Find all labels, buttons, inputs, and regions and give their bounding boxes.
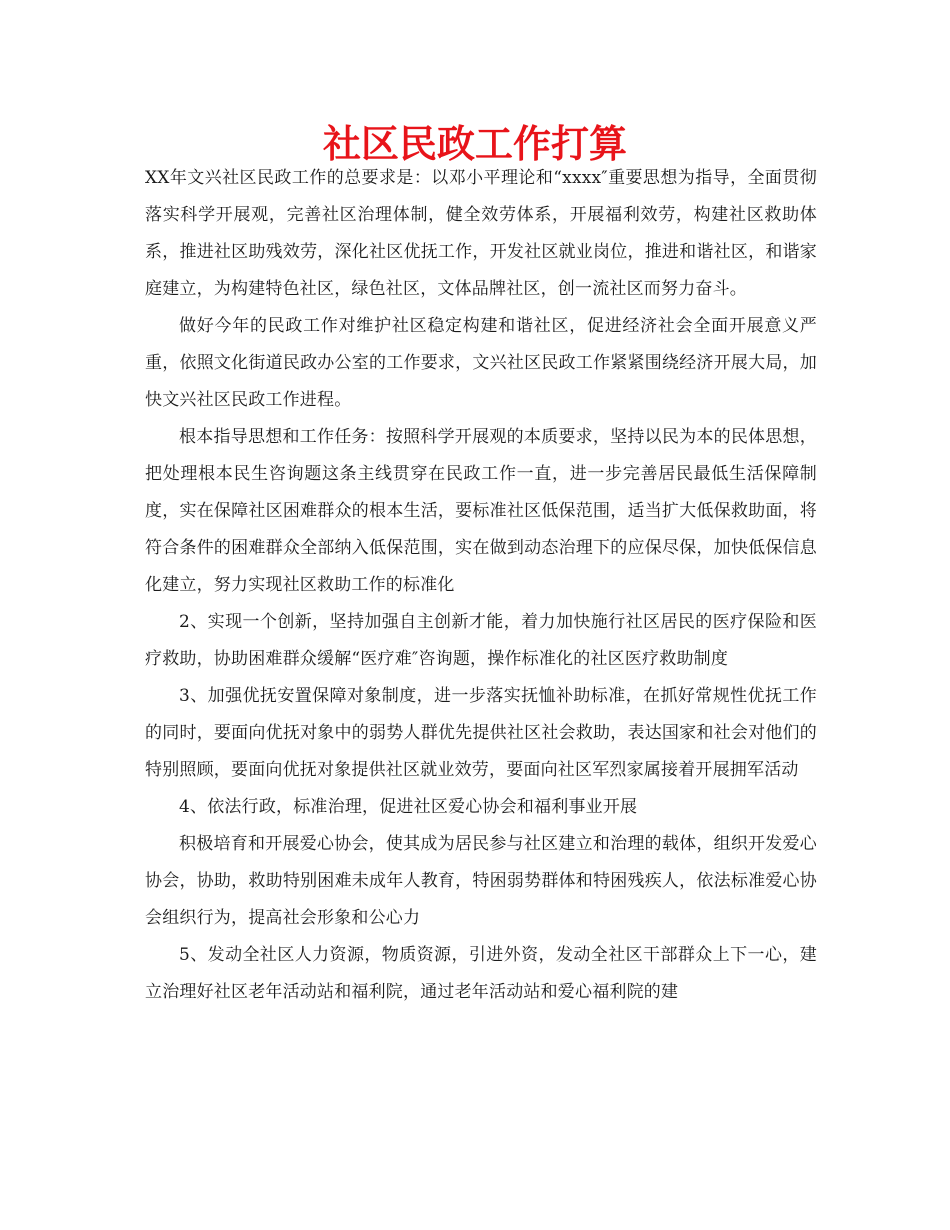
document-title: 社区民政工作打算 xyxy=(322,122,627,166)
paragraph-item-5: 5、发动全社区人力资源，物质资源，引进外资，发动全社区干部群众上下一心，建立治理好社区老年活动站和福利院，通过老年活动站和爱心福利院的建 xyxy=(145,945,817,1002)
document-body xyxy=(145,160,817,1011)
paragraph-item-2: 2、实现一个创新，坚持加强自主创新才能，着力加快施行社区居民的医疗保险和医疗救助，协助困难群众缓解“医疗难″咨询题，操作标准化的社区医疗救助制度 xyxy=(145,612,817,669)
paragraph-item-4: 4、依法行政，标准治理，促进社区爱心协会和福利事业开展 xyxy=(179,797,638,817)
paragraph-guiding-principles: 根本指导思想和工作任务：按照科学开展观的本质要求，坚持以民为本的民体思想，把处理根本民生咨询题这条主线贯穿在民政工作一直，进一步完善居民最低生活保障制度，实在保障社区困难群众的根本生活，要标准社区低保范围，适当扩大低保救助面，将符合条件的困难群众全部纳入低保范围，实在做到动态治理下的应保尽保，加快低保信息化建立，努力实现社区救助工作的标准化 xyxy=(145,427,817,595)
paragraph-overview: XX年文兴社区民政工作的总要求是：以邓小平理论和“xxxx″重要思想为指导，全面贯彻落实科学开展观，完善社区治理体制，健全效劳体系，开展福利效劳，构建社区救助体系，推进社区助残效劳，深化社区优抚工作，开发社区就业岗位，推进和谐社区，和谐家庭建立，为构建特色社区，绿色社区，文体品牌社区，创一流社区而努力奋斗。 xyxy=(145,168,817,299)
paragraph-significance: 做好今年的民政工作对维护社区稳定构建和谐社区，促进经济社会全面开展意义严重，依照文化街道民政办公室的工作要求，文兴社区民政工作紧紧围绕经济开展大局，加快文兴社区民政工作进程。 xyxy=(145,316,817,410)
paragraph-charity-association: 积极培育和开展爱心协会，使其成为居民参与社区建立和治理的载体，组织开发爱心协会，协助，救助特别困难未成年人教育，特困弱势群体和特困残疾人，依法标准爱心协会组织行为，提高社会形象和公心力 xyxy=(145,834,817,928)
paragraph-item-3: 3、加强优抚安置保障对象制度，进一步落实抚恤补助标准，在抓好常规性优抚工作的同时，要面向优抚对象中的弱势人群优先提供社区社会救助，表达国家和社会对他们的特别照顾，要面向优抚对象提供社区就业效劳，要面向社区军烈家属接着开展拥军活动 xyxy=(145,686,817,780)
